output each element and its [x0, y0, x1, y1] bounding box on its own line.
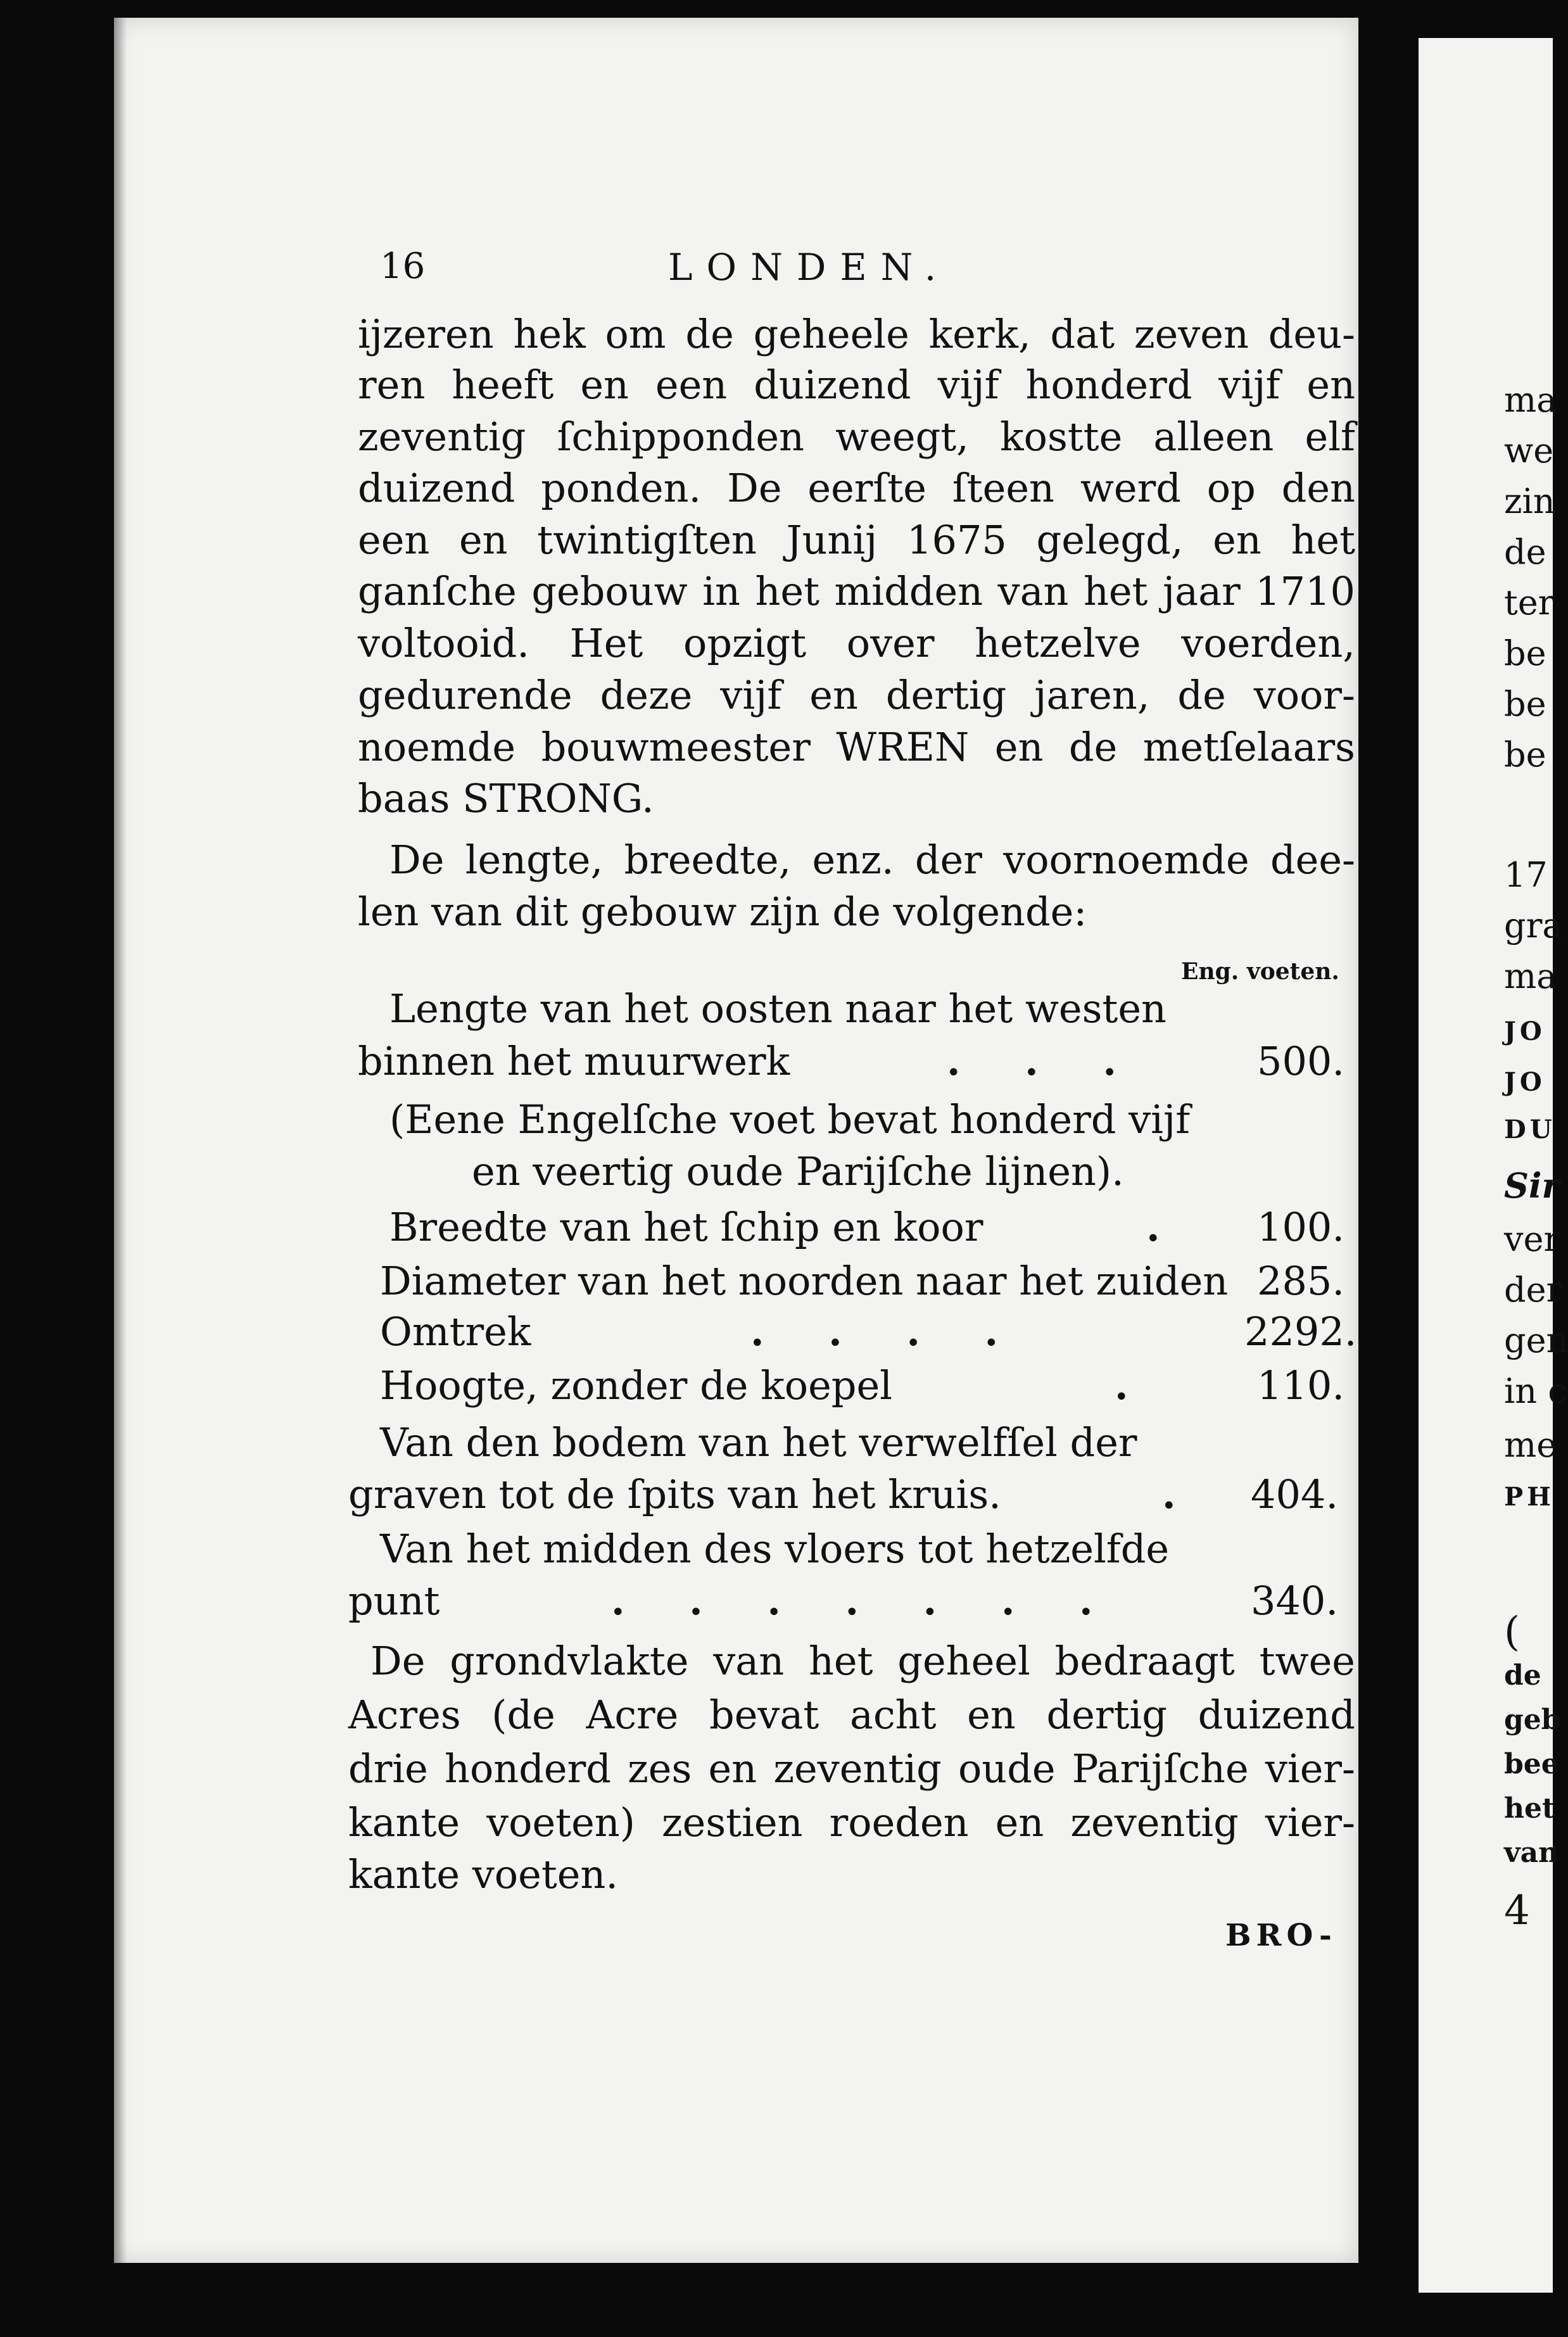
facing-fragment: het [1504, 1792, 1555, 1825]
facing-fragment: gra [1504, 906, 1563, 946]
measurement-label: Breedte van het ſchip en koor [389, 1204, 983, 1250]
measurement-label: Van den bodem van het verwelfſel der [380, 1419, 1137, 1466]
facing-fragment: de [1504, 532, 1546, 572]
note-row [358, 1146, 1355, 1197]
leader-dots: . [1115, 1362, 1154, 1409]
body-line: ganſche gebouw in het midden van het jaar 1710 [358, 568, 1355, 614]
catchword: BRO- [1225, 1918, 1337, 1953]
body-line: gedurende deze vijf en dertig jaren, de voor- [358, 672, 1355, 718]
facing-fragment: 17 [1504, 855, 1548, 895]
intro-line: De lengte, breedte, enz. der voornoemde dee- [389, 837, 1355, 883]
measurement-label: graven tot de ſpits van het kruis. [348, 1471, 1001, 1517]
measurement-label: Diameter van het noorden naar het zuiden [380, 1258, 1229, 1304]
body-line: De grondvlakte van het geheel bedraagt twee [370, 1638, 1355, 1684]
body-line: voltooid. Het opzigt over hetzelve voerden, [358, 620, 1355, 666]
note-text: (Eene Engelſche voet bevat honderd vijf [389, 1096, 1191, 1143]
facing-fragment: van [1504, 1837, 1559, 1869]
facing-fragment: be [1504, 684, 1546, 724]
measurement-value: 100. [1257, 1204, 1345, 1250]
measurement-label: Omtrek [380, 1308, 531, 1355]
body-line: ren heeft en een duizend vijf honderd vijf en [358, 362, 1355, 408]
facing-page-edge [1419, 38, 1568, 2293]
facing-fragment: be [1504, 735, 1546, 775]
body-line: Acres (de Acre bevat acht en dertig duizend [348, 1692, 1355, 1738]
facing-fragment: ter [1504, 583, 1555, 623]
measurement-label: binnen het muurwerk [358, 1038, 790, 1084]
facing-fragment: ma [1504, 380, 1557, 420]
measurement-row [358, 1524, 1355, 1574]
measurement-value: 110. [1257, 1362, 1345, 1409]
facing-fragment: me [1504, 1425, 1557, 1465]
facing-fragment: ( [1504, 1609, 1520, 1656]
facing-fragment: ver [1504, 1219, 1560, 1259]
measurement-label: Van het midden des vloers tot hetzelfde [380, 1526, 1170, 1572]
measurement-row [358, 1307, 1355, 1357]
measurement-row [348, 1576, 1355, 1626]
facing-fragment: geb [1504, 1704, 1561, 1736]
facing-fragment: ma [1504, 956, 1557, 996]
facing-fragment: gen [1504, 1320, 1568, 1360]
book-page [114, 18, 1358, 2263]
page-header [114, 246, 1358, 303]
body-line: noemde bouwmeester WREN en de metſelaars [358, 724, 1355, 770]
measurement-label: Lengte van het oosten naar het westen [389, 985, 1167, 1032]
measurement-label: punt [348, 1578, 440, 1624]
facing-fragment: bee [1504, 1748, 1559, 1780]
note-text: en veertig oude Parijſche lijnen). [472, 1148, 1124, 1194]
facing-fragment: PH [1504, 1482, 1555, 1512]
leader-dots: . . . . . . . [611, 1578, 1118, 1624]
facing-fragment: JO [1504, 1016, 1546, 1046]
leader-dots: . . . [947, 1038, 1142, 1084]
body-line: kante voeten) zestien roeden en zeventig vier- [348, 1799, 1355, 1846]
unit-label: Eng. voeten. [1181, 958, 1339, 985]
measurement-row [358, 1036, 1355, 1087]
measurement-row [348, 1469, 1355, 1520]
facing-fragment: zin [1504, 481, 1555, 521]
body-line: kante voeten. [348, 1851, 619, 1897]
measurement-value: 285. [1257, 1258, 1345, 1304]
running-title: LONDEN. [668, 246, 951, 289]
body-line: ijzeren hek om de geheele kerk, dat zeven deu- [358, 311, 1355, 357]
measurement-row [358, 1256, 1355, 1307]
body-line: duizend ponden. De eerſte ſteen werd op den [358, 465, 1355, 511]
measurement-value: 340. [1251, 1578, 1339, 1624]
page-number: 16 [380, 246, 426, 287]
leader-dots: . . . . [750, 1308, 1024, 1355]
body-line: zeventig ſchipponden weegt, kostte alleen elf [358, 414, 1355, 460]
facing-fragment: de [1504, 1659, 1541, 1692]
measurement-row [358, 1202, 1355, 1253]
body-line: een en twintigſten Junij 1675 gelegd, en het [358, 517, 1355, 563]
facing-fragment: be [1504, 633, 1546, 673]
measurement-row [358, 1417, 1355, 1468]
facing-fragment: Sir [1504, 1165, 1560, 1206]
measurement-row [358, 984, 1355, 1034]
intro-line: len van dit gebouw zijn de volgende: [358, 889, 1087, 935]
measurement-row [358, 1360, 1355, 1411]
leader-dots: . [1146, 1204, 1185, 1250]
facing-fragment: in c [1504, 1371, 1567, 1411]
measurement-value: 500. [1257, 1038, 1345, 1084]
measurement-value: 404. [1251, 1471, 1339, 1517]
measurement-label: Hoogte, zonder de koepel [380, 1362, 892, 1409]
body-line: baas STRONG. [358, 775, 654, 821]
leader-dots: . [1162, 1471, 1201, 1517]
facing-fragment: 4 [1504, 1887, 1530, 1934]
facing-fragment: we [1504, 431, 1554, 471]
body-line: drie honderd zes en zeventig oude Parijſche vier- [348, 1745, 1355, 1792]
facing-fragment: DU [1504, 1115, 1556, 1144]
measurement-value: 2292. [1244, 1308, 1357, 1355]
note-row [358, 1094, 1355, 1145]
facing-fragment: der [1504, 1270, 1563, 1310]
facing-fragment: JO [1504, 1067, 1546, 1097]
